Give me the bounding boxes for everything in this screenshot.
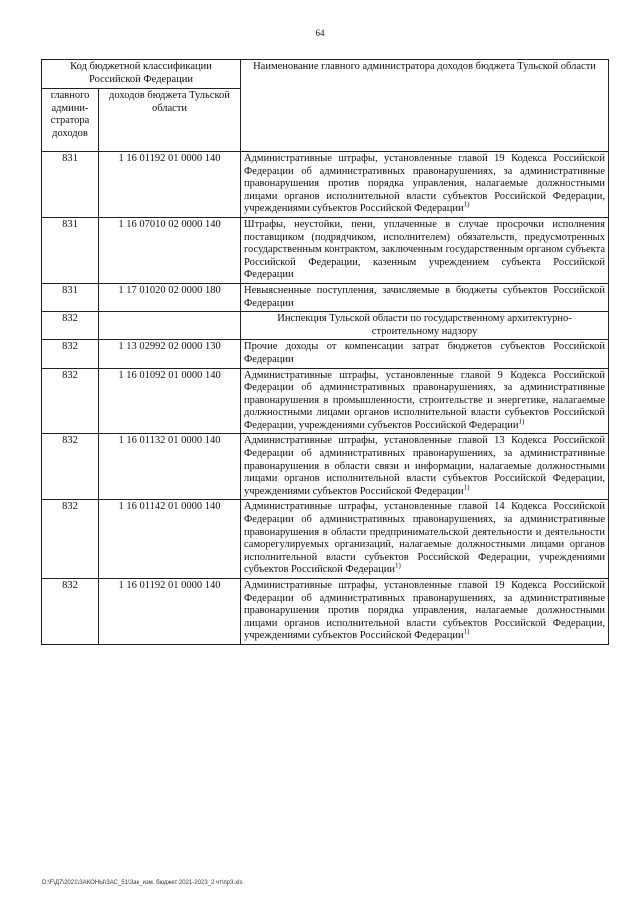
footnote-marker: 1) bbox=[463, 200, 470, 209]
revenue-name-text: Прочие доходы от компенсации затрат бюджетов субъектов Российской Федерации bbox=[244, 341, 605, 365]
table-row bbox=[42, 368, 609, 434]
revenue-name-text: Штрафы, неустойки, пени, уплаченные в случае просрочки исполнения поставщиком (подрядчиком, исполнителем) обязательств, предусмотренных государственным контрактом, заключенным государственным органом субъекта Российской Федерации, казенным учреждением субъекта Российской Федерации bbox=[244, 218, 605, 281]
admin-code-cell: 831 bbox=[42, 217, 99, 283]
revenue-name-text: Административные штрафы, установленные главой 9 Кодекса Российской Федерации об административных правонарушениях, за административные правонарушения в промышленности, строительстве и энергетике, налагаемые должностными лицами органов исполнительной власти субъектов Российской Федерации, учреждениями субъектов Российской Федерации bbox=[244, 369, 605, 431]
revenue-name-text: Административные штрафы, установленные главой 14 Кодекса Российской Федерации об административных правонарушениях, за административные правонарушения в области предпринимательской деятельности и деятельности саморегулируемых организаций, налагаемые должностными лицами органов исполнительной власти субъектов Российской Федерации, учреждениями субъектов Российской Федерации bbox=[244, 501, 605, 576]
revenue-code-cell: 1 16 01192 01 0000 140 bbox=[99, 152, 241, 218]
table-row bbox=[42, 152, 609, 218]
admin-code-cell: 832 bbox=[42, 579, 99, 645]
footnote-marker: 1) bbox=[463, 627, 470, 636]
table-row bbox=[42, 283, 609, 311]
revenue-administrators-table bbox=[41, 59, 609, 645]
footnote-marker: 1) bbox=[518, 417, 525, 426]
revenue-name-cell bbox=[241, 217, 609, 283]
revenue-code-cell: 1 16 01192 01 0000 140 bbox=[99, 579, 241, 645]
revenue-name-text: Невыясненные поступления, зачисляемые в бюджеты субъектов Российской Федерации bbox=[244, 284, 605, 309]
table-row bbox=[42, 312, 609, 340]
revenue-name-cell bbox=[241, 368, 609, 434]
footnote-marker: 1) bbox=[463, 483, 470, 492]
footnote-marker: 1) bbox=[395, 561, 401, 570]
table-row bbox=[42, 500, 609, 579]
revenue-name-cell bbox=[241, 434, 609, 500]
table-header-row bbox=[42, 60, 609, 89]
revenue-name-cell bbox=[241, 283, 609, 311]
admin-name-header: Наименование главного администратора доходов бюджета Тульской области bbox=[241, 60, 609, 152]
revenue-name-text: Административные штрафы, установленные главой 19 Кодекса Российской Федерации об административных правонарушениях, за административные правонарушения против порядка управления, налагаемые должностными лицами органов исполнительной власти субъектов Российской Федерации, учреждениями субъектов Российской Федерации bbox=[244, 153, 605, 215]
revenue-name-cell bbox=[241, 152, 609, 218]
revenue-code-cell: 1 16 01132 01 0000 140 bbox=[99, 434, 241, 500]
revenue-name-cell bbox=[241, 500, 609, 579]
revenue-code-cell: 1 16 01092 01 0000 140 bbox=[99, 368, 241, 434]
admin-code-cell: 832 bbox=[42, 368, 99, 434]
admin-code-cell: 832 bbox=[42, 500, 99, 579]
admin-code-cell: 831 bbox=[42, 283, 99, 311]
revenue-name-text: Административные штрафы, установленные главой 19 Кодекса Российской Федерации об административных правонарушениях, за административные правонарушения против порядка управления, налагаемые должностными лицами органов исполнительной власти субъектов Российской Федерации, учреждениями субъектов Российской Федерации bbox=[244, 580, 605, 642]
page-number: 64 bbox=[315, 28, 325, 38]
revenue-name-cell bbox=[241, 312, 609, 340]
table-row bbox=[42, 340, 609, 368]
revenue-code-cell: 1 16 01142 01 0000 140 bbox=[99, 500, 241, 579]
file-path-footer: D:\F\Д7\2021\ЗАКОНЫ\ЗАС_51\Зак_изм. бюджет 2021-2023_2 чт\пр3.xls bbox=[42, 880, 243, 886]
admin-code-cell: 832 bbox=[42, 312, 99, 340]
revenue-code-cell bbox=[99, 312, 241, 340]
revenue-code-cell: 1 13 02992 02 0000 130 bbox=[99, 340, 241, 368]
revenue-name-text: Административные штрафы, установленные главой 13 Кодекса Российской Федерации об административных правонарушениях, за административные правонарушения в области связи и информации, налагаемые должностными лицами органов исполнительной власти субъектов Российской Федерации, учреждениями субъектов Российской Федерации bbox=[244, 435, 605, 497]
admin-code-cell: 832 bbox=[42, 340, 99, 368]
revenue-name-cell bbox=[241, 340, 609, 368]
admin-code-cell: 831 bbox=[42, 152, 99, 218]
chief-administrator-header: главного админи-стратора доходов bbox=[42, 89, 99, 152]
revenue-name-text: Инспекция Тульской области по государственному архитектурно-строительному надзору bbox=[277, 313, 572, 337]
revenue-code-cell: 1 16 07010 02 0000 140 bbox=[99, 217, 241, 283]
revenue-name-cell bbox=[241, 579, 609, 645]
table-row bbox=[42, 434, 609, 500]
table-row bbox=[42, 217, 609, 283]
admin-code-cell: 832 bbox=[42, 434, 99, 500]
table-row bbox=[42, 579, 609, 645]
classification-code-header: Код бюджетной классификации Российской Федерации bbox=[42, 60, 241, 89]
revenue-code-cell: 1 17 01020 02 0000 180 bbox=[99, 283, 241, 311]
regional-revenue-header: доходов бюджета Тульской области bbox=[99, 89, 241, 152]
